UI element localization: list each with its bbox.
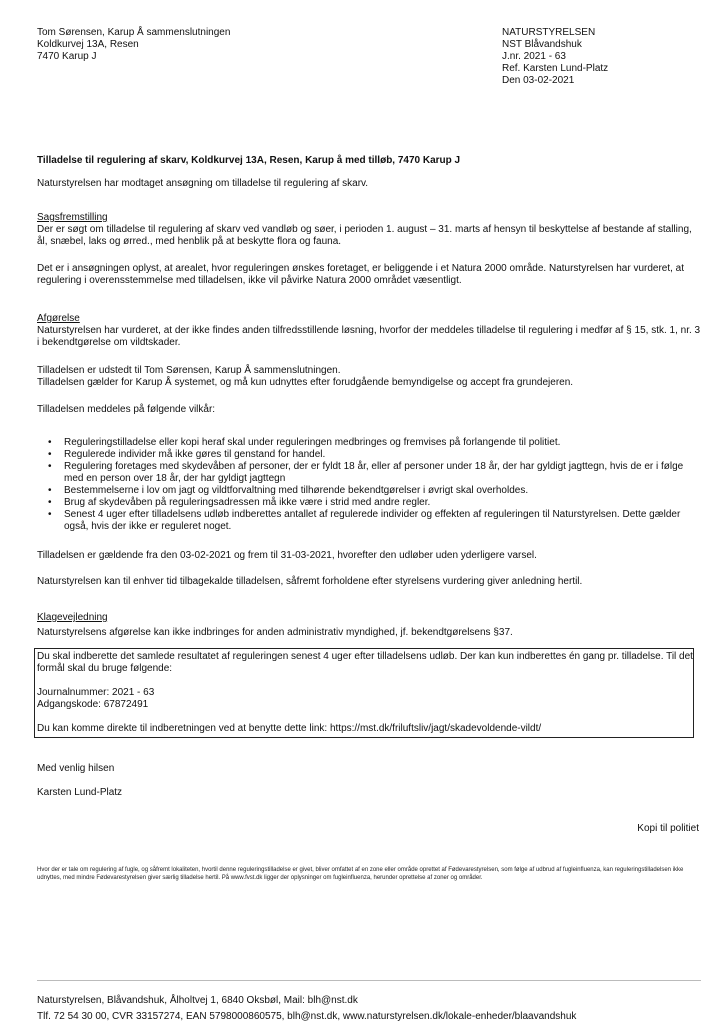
- revoke-text: Naturstyrelsen kan til enhver tid tilbagekalde tilladelsen, såfremt forholdene efter styrelsens vurdering giver anledning hertil.: [37, 576, 583, 587]
- klage-heading: Klagevejledning: [37, 612, 108, 623]
- conditions-list: [48, 437, 698, 533]
- document-title: Tilladelse til regulering af skarv, Koldkurvej 13A, Resen, Karup å med tilløb, 7470 Karup J: [37, 155, 461, 166]
- sender-name: Tom Sørensen, Karup Å sammenslutningen: [37, 27, 231, 38]
- copy-to-police: Kopi til politiet: [637, 823, 699, 834]
- sags-paragraph-1: Der er søgt om tilladelse til regulering af skarv ved vandløb og søer, i perioden 1. august – 31. marts af hensyn til beskyttelse af bestande af stalling, ål, snæbel, laks og ørred., med henblik på at beskytte flora og fauna.: [37, 224, 692, 247]
- conditions-intro: Tilladelsen meddeles på følgende vilkår:: [37, 404, 216, 415]
- recipient-block: [502, 27, 608, 87]
- list-item: • Senest 4 uger efter tilladelsens udløb indberettes antallet af regulerede individer og effekten af reguleringen til Naturstyrelsen. Dette gælder også, hvis der ikke er reguleret noget.: [48, 509, 698, 533]
- validity-text: Tilladelsen er gældende fra den 03-02-2021 og frem til 31-03-2021, hvorefter den udløber uden yderligere varsel.: [37, 550, 537, 561]
- reference: Ref. Karsten Lund-Platz: [502, 63, 609, 74]
- list-item: • Bestemmelserne i lov om jagt og vildtforvaltning med tilhørende bekendtgørelser i øvrigt skal overholdes.: [48, 485, 698, 497]
- list-item: • Brug af skydevåben på reguleringsadressen må ikke være i strid med andre regler.: [48, 497, 698, 509]
- signer-name: Karsten Lund-Platz: [37, 787, 123, 798]
- issued-to: Tilladelsen er udstedt til Tom Sørensen, Karup Å sammenslutningen.: [37, 365, 341, 376]
- report-box: [34, 648, 694, 738]
- footer-divider: [37, 980, 701, 981]
- sender-street: Koldkurvej 13A, Resen: [37, 39, 139, 50]
- recipient-unit: NST Blåvandshuk: [502, 39, 582, 50]
- bird-flu-note: Hvor der er tale om regulering af fugle, og såfremt lokaliteten, hvortil denne reguleringstilladelse er givet, bliver omfattet af en zone eller område oprettet af Fødevarestyrelsen, som følge af udbrud af fugleinfluenza, kan reguleringstilladelsen ikke udnyttes, med mindre Fødevarestyrelsen giver særlig tilladelse hertil. På www.fvst.dk ligger der oplysninger om fugleinfluenza, herunder oprettelse af zoner og områder.: [37, 867, 684, 881]
- journal-number: J.nr. 2021 - 63: [502, 51, 566, 62]
- report-journal-number: Journalnummer: 2021 - 63: [37, 687, 155, 698]
- report-instructions: Du skal indberette det samlede resultatet af reguleringen senest 4 uger efter tilladelsens udløb. Der kan kun indberettes én gang pr. tilladelse. Til det formål skal du bruge følgende:: [37, 651, 693, 674]
- list-item: • Regulering foretages med skydevåben af personer, der er fyldt 18 år, eller af personer under 18 år, der har gyldigt jagttegn, hvis de er i følge med en person over 18 år, der har gyldigt jagttegn: [48, 461, 698, 485]
- report-link-text[interactable]: Du kan komme direkte til indberetningen ved at benytte dette link: https://mst.dk/friluftsliv/jagt/skadevoldende-vildt/: [37, 723, 542, 734]
- afgorelse-paragraph-1: Naturstyrelsen har vurderet, at der ikke findes anden tilfredsstillende løsning, hvorfor der meddeles tilladelse til regulering i medfør af § 15, stk. 1, nr. 3 i bekendtgørelse om vildtskader.: [37, 325, 701, 348]
- footer-line-1: Naturstyrelsen, Blåvandshuk, Ålholtvej 1, 6840 Oksbøl, Mail: blh@nst.dk: [37, 995, 358, 1006]
- report-access-code: Adgangskode: 67872491: [37, 699, 149, 710]
- letter-date: Den 03-02-2021: [502, 75, 575, 86]
- sags-heading: Sagsfremstilling: [37, 212, 108, 223]
- klage-text: Naturstyrelsens afgørelse kan ikke indbringes for anden administrativ myndighed, jf. bekendtgørelsens §37.: [37, 627, 513, 638]
- sender-city: 7470 Karup J: [37, 51, 97, 62]
- intro-text: Naturstyrelsen har modtaget ansøgning om tilladelse til regulering af skarv.: [37, 178, 369, 189]
- afgorelse-heading: Afgørelse: [37, 313, 80, 324]
- sags-paragraph-2: Det er i ansøgningen oplyst, at arealet, hvor reguleringen ønskes foretaget, er beliggende i et Natura 2000 område. Naturstyrelsen har vurderet, at regulering i overensstemmelse med tilladelsen, ikke vil påvirke Natura 2000 området væsentligt.: [37, 263, 685, 286]
- recipient-org: NATURSTYRELSEN: [502, 27, 596, 38]
- closing-greeting: Med venlig hilsen: [37, 763, 115, 774]
- footer: [37, 993, 576, 1025]
- list-item: • Regulerede individer må ikke gøres til genstand for handel.: [48, 449, 698, 461]
- footer-line-2: Tlf. 72 54 30 00, CVR 33157274, EAN 5798000860575, blh@nst.dk, www.naturstyrelsen.dk/lokale-enheder/blaavandshuk: [37, 1011, 577, 1022]
- scope-text: Tilladelsen gælder for Karup Å systemet, og må kun udnyttes efter forudgående bemyndigelse og accept fra grundejeren.: [37, 377, 574, 388]
- sender-address: [37, 27, 230, 63]
- list-item: • Reguleringstilladelse eller kopi heraf skal under reguleringen medbringes og fremvises på forlangende til politiet.: [48, 437, 698, 449]
